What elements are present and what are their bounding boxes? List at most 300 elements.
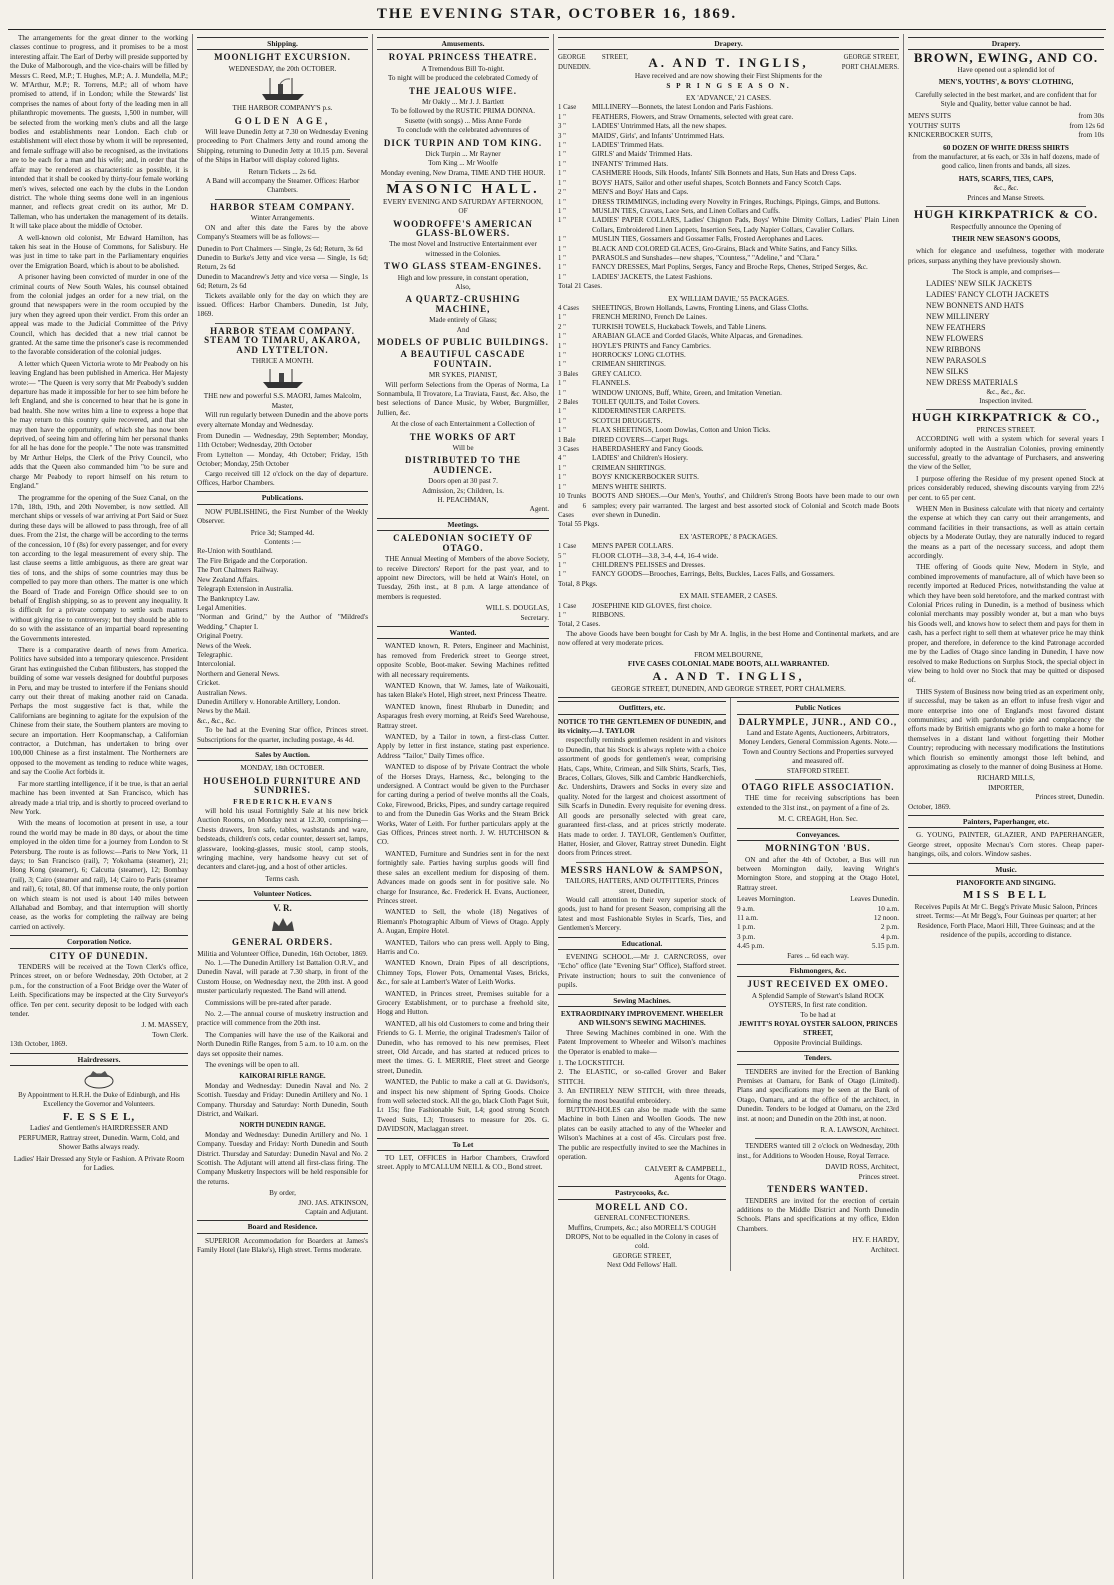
steamship-icon [258, 76, 308, 102]
signature: J. M. MASSEY, [141, 1021, 188, 1030]
item-description: CASHMERE Hoods, Silk Hoods, Infants' Silk Bonnets and Hats, Sun Hats and Dress Caps. [592, 169, 857, 178]
sales-heading: HOUSEHOLD FURNITURE AND SUNDRIES. [203, 775, 362, 796]
signature-address: Princes street, Dunedin. [1035, 793, 1104, 802]
contents-item: Re-Union with Southland. [197, 547, 273, 556]
excursion-heading: MOONLIGHT EXCURSION. [214, 52, 351, 63]
outfit-heading: NOTICE TO THE GENTLEMEN OF DUNEDIN, and its vicinity.—J. TAYLOR [558, 717, 726, 736]
stock-item: NEW DRESS MATERIALS [926, 377, 1018, 387]
shipment-item [558, 426, 899, 435]
range-body: Monday and Wednesday: Dunedin Naval and No. 2 Scottish. Tuesday and Friday: Dunedin Artillery and No. 1 Company. Thursday and Saturday: North Dunedin, South District, and Waikari. [197, 1081, 368, 1118]
item-quantity: 1 " [558, 151, 566, 159]
painter-body: G. YOUNG, PAINTER, GLAZIER, AND PAPERHANGER, George street, opposite Mecnau's Corn stores. Cheap paper-hangings, oils, and colors. Window sashes. [908, 831, 1104, 859]
sewing-item: 1. The LOCKSTITCH. [558, 1059, 625, 1068]
shipment-item [558, 436, 899, 445]
contents-item: Legal Amenities. [197, 603, 247, 612]
item-description: TURKISH TOWELS, Huckaback Towels, and Table Linens. [592, 322, 767, 331]
mills-paragraphs [908, 435, 1104, 772]
kirkpatrick-items [908, 278, 1104, 388]
section-heading: Board and Residence. [197, 1220, 368, 1233]
timetable [737, 905, 899, 952]
mills-date: October, 1869. [908, 802, 951, 811]
sewing-heading: EXTRAORDINARY IMPROVEMENT. WHEELER AND WILSON'S SEWING MACHINES. [560, 1010, 724, 1028]
masonic-line: Also, [455, 282, 471, 291]
masonic-line: EVERY EVENING AND SATURDAY AFTERNOON, [383, 197, 543, 206]
kirkpatrick-season: THEIR NEW SEASON'S GOODS, [951, 234, 1061, 243]
item-description: MEN'S WHITE SHIRTS. [592, 482, 667, 491]
item-quantity: 1 Case [558, 543, 577, 551]
range-heading: NORTH DUNEDIN RANGE. [239, 1122, 326, 1130]
brown-heading: BROWN, EWING, AND CO. [913, 50, 1099, 66]
vr-mark: V. R. [273, 902, 292, 913]
wanted-ad: WANTED, Furniture and Sundries sent in for the next fortnightly sale. Parties having surplus goods will find these sales an excellent medium for disposing of them. Advances made on goods sent in for positive sale. No charge for Insurance, &c. Frederick H. Evans, Auctioneer, Princes street. [377, 849, 549, 905]
brown-etc: &c., &c. [993, 184, 1019, 193]
item-quantity: 10 Trunks and 6 Cases [558, 493, 586, 519]
masonic-item: A BEAUTIFUL CASCADE FOUNTAIN. [400, 349, 526, 369]
timaru-heading: HARBOR STEAM COMPANY. STEAM TO TIMARU, AKAROA, AND LYTTELTON. [204, 325, 361, 355]
item-quantity: 1 " [558, 333, 566, 341]
shipment-item [558, 169, 899, 178]
item-description: KIDDERMINSTER CARPETS. [592, 407, 686, 416]
timetable-row-cell: 4.45 p.m. [737, 942, 765, 951]
column-1 [10, 34, 188, 1579]
timetable-row [737, 923, 899, 932]
item-quantity: 5 " [558, 552, 566, 560]
auctioneer-name: F R E D E R I C K H. E V A N S [233, 797, 332, 806]
timetable-row [737, 942, 899, 951]
section-heading: Educational. [558, 937, 726, 950]
timetable-row-cell: 12 noon. [873, 913, 899, 922]
harbor-heading: HARBOR STEAM COMPANY. [210, 201, 355, 212]
kirkpatrick-stock: The Stock is ample, and comprises— [952, 268, 1060, 277]
sub-column-left [558, 698, 731, 1270]
shipment-item [558, 370, 899, 379]
signature-title: Architect. [870, 1245, 899, 1254]
shipment-item [558, 141, 899, 150]
masonic-line: And [456, 325, 470, 334]
item-description: WINDOW UNIONS, Buff, White, Green, and Imitation Venetian. [592, 388, 782, 397]
tender-heading: TENDERS WANTED. [767, 1184, 869, 1195]
column-rule [192, 34, 193, 1579]
stock-item: NEW SILKS [926, 366, 969, 376]
shipment-item [558, 398, 899, 407]
stock-item: LADIES' NEW SILK JACKETS [926, 278, 1032, 288]
item-description: HOYLE'S PRINTS and Fancy Cambrics. [592, 341, 711, 350]
contents-item: Telegraph Extension in Australia. [197, 585, 294, 594]
item-description: PARASOLS and Sunshades—new shapes, "Countess," "Adeline," and "Clara." [592, 253, 820, 262]
suit-row-cell: MEN'S SUITS [908, 112, 952, 121]
cast-line: Tom King ... Mr Woolfe [428, 159, 498, 168]
excursion-fare: Return Tickets ... 2s 6d. [248, 167, 317, 176]
timetable-header: Leaves Dunedin. [850, 895, 899, 904]
theatre-line: Monday evening, New Drama, TIME AND THE HOUR. [380, 168, 546, 177]
kirkpatrick-invite: Inspection invited. [979, 396, 1033, 405]
wanted-ad: WANTED to dispose of by Private Contract the whole of the Horses Drays, Harness, &c., belonging to the undersigned. A Contract would be given to the Purchaser for carting during a period of twelve months all the Coals, Coke, Firewood, Bricks, Pipes, and sundry cartage required to and from the Dunedin Gas Works and the Steam Brick Works, Water of Leith. For further particulars apply at the Gas Offices, Princes street north. J. W. HUTCHISON & CO. [377, 763, 549, 847]
theatre-line: To be followed by the RUSTIC PRIMA DONNA. [390, 107, 536, 116]
shipment-heading: EX 'WILLIAM DAVIE,' 55 PACKAGES. [668, 294, 789, 303]
item-description: HORROCKS' LONG CLOTHS. [592, 351, 686, 359]
column-rule [372, 34, 373, 1579]
timaru-ship: THE new and powerful S.S. MAORI, James Malcolm, Master, [203, 392, 362, 410]
shipment-heading: EX 'ADVANCE,' 21 CASES. [686, 94, 771, 103]
shipment-list [558, 602, 899, 621]
shipment-item [558, 113, 899, 122]
timetable-row [737, 905, 899, 914]
masonic-line: Made entirely of Glass; [429, 316, 497, 325]
pastry-sub: GENERAL CONFECTIONERS. [594, 1214, 690, 1223]
item-quantity: 1 " [558, 245, 566, 253]
section-heading: Painters, Paperhanger, etc. [908, 815, 1104, 828]
bus-heading: MORNINGTON 'BUS. [765, 843, 871, 854]
contents-item: Cricket. [197, 679, 220, 688]
bus-fares: Fares ... 6d each way. [787, 951, 849, 960]
item-quantity: 1 " [558, 217, 566, 225]
wanted-ad: WANTED, the Public to make a call at G. Davidson's, and inspect his new shipment of Spring Goods. Choice from well selected stock. All the go, black Cloth Paget Suit, Lt 15s; fine Fashionable Suit, L4; good strong Scotch Tweed Suits, L3; Trousers to measure for 20s. G. DAVIDSON, Maclaggan street. [377, 1078, 549, 1134]
inglis-name: A. AND T. INGLIS, [648, 55, 809, 71]
item-quantity: 2 " [558, 323, 566, 331]
shipment-item [558, 150, 899, 159]
publication-footer: To be had at the Evening Star office, Princes street. Subscriptions for the quarter, including postage, 4s 4d. [197, 726, 368, 744]
section-heading: Drapery. [908, 37, 1104, 50]
timaru-subheading: THRICE A MONTH. [251, 356, 314, 365]
harbor-fares [197, 245, 368, 292]
contents-item: New Zealand Affairs. [197, 575, 259, 584]
brown-hats: HATS, SCARFS, TIES, CAPS, [958, 174, 1054, 183]
shipment-item [558, 342, 899, 351]
shipment-item [558, 122, 899, 131]
contents-item: The Bankruptcy Law. [197, 594, 260, 603]
shipment-item [558, 313, 899, 322]
contents-item: Australian News. [197, 688, 247, 697]
section-heading: Public Notices [737, 701, 899, 714]
inglis-address-left: GEORGE STREET, DUNEDIN. [558, 54, 628, 71]
shipment-item [558, 561, 899, 570]
signature: DAVID ROSS, Architect, [825, 1163, 899, 1172]
item-description: MUSLIN TIES, Gossamers and Gossamer Falls, Frosted Aerophanes and Laces. [592, 235, 824, 244]
timetable-header: Leaves Mornington. [737, 895, 796, 904]
item-description: LADIES' Trimmed Hats. [592, 141, 664, 150]
item-quantity: 1 Case [558, 602, 577, 610]
hairdresser-body: Ladies' and Gentlemen's HAIRDRESSER AND PERFUMER, Rattray street, Dunedin. Warm, Cold, and Shower Baths always ready. [18, 1124, 180, 1152]
excursion-band: A Band will accompany the Steamer. Offices: Harbor Chambers. [205, 177, 360, 195]
fare-line: Dunedin to Port Chalmers — Single, 2s 6d; Return, 3s 6d [197, 244, 363, 253]
brown-body: Carefully selected in the best market, and are confident that for Style and Quality, better value cannot be had. [915, 90, 1097, 109]
harbor-footer: Tickets available only for the day on which they are issued. Offices: Harbor Chambers. Dunedin, 1st July, 1869. [197, 291, 368, 319]
tender-body: TENDERS are invited for the Erection of Banking Premises at Oamaru, for Bank of Otago (Limited). Plans and specifications may be seen at the Bank of Otago, Oamaru, and at the office of the architect, in Dunedin. Tenders to be lodged at Oamaru, on the 23rd inst. at noon; and Dunedin on the 20th inst, at noon. [737, 1067, 899, 1123]
item-quantity: 1 " [558, 380, 566, 388]
shipment-item [558, 379, 899, 388]
column-rule [903, 34, 904, 1579]
masonic-line: High and low pressure, in constant operation, [397, 273, 529, 282]
section-heading: To Let [377, 1138, 549, 1151]
section-heading: Conveyances. [737, 828, 899, 841]
masonic-heading: MASONIC HALL. [386, 182, 540, 198]
masonic-item: DISTRIBUTED TO THE AUDIENCE. [404, 455, 522, 475]
contents-item: Dunedin Artillery v. Honorable Artillery, London. [197, 697, 341, 706]
shipment-item [558, 323, 899, 332]
item-quantity: 1 " [558, 352, 566, 359]
outfit-body: respectfully reminds gentlemen resident in and visitors to Dunedin, that his Stock is always replete with a choice assortment of goods for gentlemen's wear, comprising Hats, Caps, White, Crimean, and Silk Shirts, Scarfs, Ties, Braces, Collars, Gloves, Silk and Cambric Handkerchiefs, &c. Undershirts, Drawers and Socks in every size and quality. Noted for the largest and choicest assortment of Silk Scarfs in Dunedin. Every requisite for evening dress. All goods are personally selected with great care, guaranteed first-class, and at prices strictly moderate. Hats made to order. J. TAYLOR, Gentlemen's Outfitter, Hatter, Hosier, and Glover, Rattray street Dunedin. Eight doors from Princes street. [558, 736, 726, 858]
item-quantity: 2 Bales [558, 399, 579, 407]
shipment-item [558, 235, 899, 244]
contents-item: Northern and General News. [197, 669, 280, 678]
wanted-ad: WANTED Known, Drain Pipes of all descriptions, Chimney Tops, Flower Pots, Ornamental Vases, Bricks, &c., for sale at Lambert's Water of Leith Works. [377, 959, 549, 987]
signature-title: Secretary. [520, 613, 549, 622]
item-quantity: 1 " [558, 389, 566, 397]
section-heading: Drapery. [558, 37, 899, 50]
news-paragraph: Far more startling intelligence, if it be true, is that an aerial machine has been invented at San Francisco, which has already made a trial trip, and is shortly to proceed overland to New York. [10, 779, 188, 816]
timetable-row-cell: 2 p.m. [880, 923, 899, 932]
item-description: CRIMEAN SHIRTINGS. [592, 463, 666, 472]
outfit-sub: TAILORS, HATTERS, AND OUTFITTERS, Princes street, Dunedin, [565, 877, 719, 895]
pastry-body: Muffins, Crumpets, &c.; also MORELL'S COUGH DROPS, Not to be equalled in the Colony in cases of cold. [565, 1223, 719, 1251]
hairdresser-name: F. E S S E L, [62, 1110, 136, 1123]
pastry-address: GEORGE STREET, [612, 1251, 672, 1260]
orders-paragraph: No. 2.—The annual course of musketry instruction and practice will commence from the 20th inst. [197, 1009, 368, 1028]
sewing-footer: BUTTON-HOLES can also be made with the same Machine in both Linen and Woollen Goods. The new plates can be easily attached to any of the Wheeler and Wilson's Machines at a cost of 45s. Circulars post free. The public are respectfully invited to see the Machines in operation. [558, 1106, 726, 1162]
pastry-address: Next Odd Fellows' Hall. [607, 1261, 677, 1270]
item-description: MUSLIN TIES, Cravats, Lace Sets, and Linen Collars and Cuffs. [592, 206, 780, 215]
suit-row-cell: YOUTHS' SUITS [908, 121, 961, 130]
item-description: RIBBONS. [592, 610, 625, 619]
item-description: LADIES' Untrimmed Hats, all the new shapes. [592, 122, 727, 131]
item-quantity: 1 " [558, 179, 566, 187]
shipment-item [558, 389, 899, 398]
item-description: TOILET QUILTS, and Toilet Covers. [592, 398, 700, 407]
shipment-item [558, 160, 899, 169]
item-quantity: 3 " [558, 123, 566, 131]
section-heading: Tenders. [737, 1051, 899, 1064]
section-heading: Volunteer Notices. [197, 887, 368, 900]
section-heading: Amusements. [377, 37, 549, 50]
news-paragraphs [10, 34, 188, 932]
shipment-item [558, 492, 899, 520]
brown-line: MEN'S, YOUTHS', & BOYS' CLOTHING, [938, 78, 1074, 87]
column-2 [197, 34, 368, 1579]
news-paragraph: A well-known old colonist, Mr Edward Hamilton, has taken his seat in the House of Commons, for Salisbury. He was just in time to take part in the Parliamentary enquiries over the Emigration Board, which is about to be abolished. [10, 233, 188, 270]
shipment-item [558, 273, 899, 282]
item-description: FLAX SHEETINGS, Loom Dowlas, Cotton and Union Ticks. [592, 426, 771, 435]
inglis-colonial: FIVE CASES COLONIAL MADE BOOTS, ALL WARRANTED. [627, 660, 830, 668]
suit-row [908, 122, 1104, 131]
timetable-row-cell: 1 p.m. [737, 923, 756, 932]
fish-line: Opposite Provincial Buildings. [773, 1038, 863, 1047]
wanted-list [377, 642, 549, 1134]
item-description: DRESS TRIMMINGS, including every Novelty in Fringes, Ruchings, Pipings, Gimps, and Buttons. [592, 197, 880, 206]
item-quantity: 1 " [558, 236, 566, 244]
theatre-heading: ROYAL PRINCESS THEATRE. [388, 52, 538, 63]
contents-item: News of the Week. [197, 641, 252, 650]
wanted-ad: WANTED, all his old Customers to come and bring their Friends to G. I. Merrie, the original Tradesmen's Tailor of Dunedin, who has removed to his new premises, Fleet street, Old Arcade, and has started at reduced prices to meet the times. G. I. MERRIE, Fleet street and George street, Dunedin. [377, 1019, 549, 1075]
shipment-item [558, 417, 899, 426]
item-quantity: 1 " [558, 342, 566, 350]
fish-heading: JUST RECEIVED EX OMEO. [747, 979, 889, 990]
contents-item: Intercolonial. [197, 660, 236, 669]
brown-intro: Have opened out a splendid lot of [957, 65, 1055, 74]
shipment-item [558, 570, 899, 579]
divider [215, 323, 350, 324]
shipment-total: Total 21 Cases. [558, 282, 603, 291]
notice-body: TENDERS will be received at the Town Clerk's office, Princes street, on or before Wednesday, 20th October, at 2 p.m., for the construction of a Foot Bridge over the Water of Leith. Specifications may be inspected at the City Surveyor's office. Ten per cent. security deposit to be lodged with each tender. [10, 963, 188, 1019]
shipment-item [558, 542, 899, 551]
shipment-item [558, 216, 899, 235]
item-description: JOSEPHINE KID GLOVES, first choice. [592, 601, 712, 610]
shipment-item [558, 103, 899, 112]
section-heading: Wanted. [377, 626, 549, 639]
item-quantity: 1 " [558, 160, 566, 168]
item-quantity: 1 " [558, 427, 566, 435]
shipment-item [558, 464, 899, 473]
play-title: THE JEALOUS WIFE. [408, 85, 518, 96]
item-quantity: 1 " [558, 113, 566, 121]
music-heading: PIANOFORTE AND SINGING. [956, 879, 1056, 888]
crown-crest-icon [268, 915, 298, 935]
shipment-item [558, 407, 899, 416]
stock-item: NEW FEATHERS [926, 322, 986, 332]
tender-body: TENDERS wanted till 2 o'clock on Wednesday, 20th inst., for Additions to Wooden House, Royal Terrace. [737, 1142, 899, 1160]
inglis-from: FROM MELBOURNE, [694, 650, 763, 659]
item-description: SCOTCH DRUGGETS. [592, 416, 663, 425]
item-description: FEATHERS, Flowers, and Straw Ornaments, selected with great care. [592, 112, 794, 121]
suit-row-cell: from 10s [1078, 131, 1104, 140]
signature: WILL S. DOUGLAS, [485, 604, 549, 613]
shipment-item [558, 602, 899, 611]
item-quantity: 1 Case [558, 104, 577, 112]
sailing-date: From Lyttelton — Monday, 4th October; Friday, 15th October; Monday, 25th October [197, 450, 368, 469]
sewing-item: 2. The ELASTIC, or so-called Grover and Baker STITCH. [558, 1068, 726, 1086]
section-heading: Music. [908, 863, 1104, 876]
mills-paragraph: ACCORDING well with a system which for several years I uniformly adopted in the Australian Colonies, proving eminently successful, greatly to the advantage of Purchasers, and answering the view of the Seller, [908, 435, 1104, 472]
orders-paragraph: No. 1.—The Dunedin Artillery 1st Battalion O.R.V., and Dunedin Naval, will parade at 7.30 sharp, in front of the Custom House, on Wednesday next, the 20th inst. A good muster particularly requested. The Band will attend. [197, 958, 368, 996]
item-quantity: 1 " [558, 264, 566, 272]
excursion-date: WEDNESDAY, the 20th OCTOBER. [228, 64, 337, 73]
contents-item: Telegraphic. [197, 650, 233, 659]
shipment-total: Total, 8 Pkgs. [558, 579, 598, 588]
item-description: GREY CALICO. [592, 369, 642, 378]
contents-item: "Norman and Grind," by the Author of "Mildred's Wedding." Chapter I. [197, 613, 368, 631]
stock-item: NEW MILLINERY [926, 311, 990, 321]
bus-body: ON and after the 4th of October, a Bus will run between Mornington daily, leaving Wright's Mornington Store, and stopping at the Otago Hotel, Rattray street. [737, 855, 899, 892]
contents-item: &c., &c., &c. [197, 716, 236, 725]
sales-date: MONDAY, 18th OCTOBER. [240, 764, 325, 773]
steamship-icon [260, 368, 306, 390]
signature: R. A. LAWSON, Architect. [820, 1126, 899, 1135]
shipment-item [558, 245, 899, 254]
item-quantity: 1 " [558, 417, 566, 425]
signature: HY. F. HARDY, [852, 1236, 899, 1245]
sub-column-right [737, 698, 899, 1270]
item-quantity: 1 " [558, 207, 566, 215]
shipment-item [558, 332, 899, 341]
publication-contents-title: Contents :— [264, 538, 301, 547]
divider [576, 862, 708, 863]
signature-title: Agent. [529, 505, 549, 514]
notice-date: 13th October, 1869. [10, 1040, 68, 1049]
publication-contents [197, 547, 368, 726]
item-quantity: 3 " [558, 132, 566, 140]
signature-title: Captain and Adjutant. [305, 1208, 368, 1217]
inglis-address: GEORGE STREET, DUNEDIN, AND GEORGE STREET, PORT CHALMERS. [611, 684, 846, 693]
stock-item: NEW PARASOLS [926, 355, 987, 365]
shipment-total: Total, 2 Cases. [558, 620, 601, 629]
timaru-footer: Cargo received till 12 o'clock on the day of departure. Offices, Harbor Chambers. [197, 469, 368, 488]
publication-price: Price 3d; Stamped 4d. [250, 528, 315, 537]
sewing-body: Three Sewing Machines combined in one. With the Patent Improvement to Wheeler and Wilson's machines the Operator is enabled to make— [558, 1028, 726, 1056]
section-heading: Sales by Auction. [197, 748, 368, 761]
stock-item: LADIES' FANCY CLOTH JACKETS [926, 289, 1049, 299]
item-description: BLACK AND COLORED GLACES, Gro-Grains, Black and White Satins, and Fancy Silks. [592, 244, 858, 253]
orders-body [197, 959, 368, 1070]
shipment-item [558, 360, 899, 369]
orders-paragraph: The Companies will have the use of the Kaikorai and North Dunedin Rifle Ranges, from 5 a.m. to 10 a.m. on the days set opposite their names. [197, 1030, 368, 1058]
music-name: MISS BELL [963, 889, 1049, 902]
shipment-item [558, 483, 899, 492]
brown-shirts: 60 DOZEN OF WHITE DRESS SHIRTS [943, 143, 1069, 152]
orders-paragraph: The evenings will be open to all. [205, 1060, 300, 1069]
appointment-line: By Appointment to H.R.H. the Duke of Edinburgh, and His Excellency the Governor and Volunteers. [18, 1092, 180, 1109]
outfit-body: Would call attention to their very superior stock of goods, just to hand for present Season, comprising all the latest and most Fashionable Styles in Scarfs, Ties, and Gentlemen's Mercery. [558, 895, 726, 933]
play-title: DICK TURPIN AND TOM KING. [383, 137, 543, 148]
section-heading: Fishmongers, &c. [737, 964, 899, 977]
pastry-heading: MORELL AND CO. [595, 1201, 689, 1212]
signature-title: Princes street. [858, 1172, 899, 1181]
shipment-item [558, 473, 899, 482]
orders-paragraph: Commissions will be pre-rated after parade. [205, 998, 332, 1007]
wanted-ad: WANTED Known, that W. James, late of Waikouaiti, has taken Blake's Hotel, High street, next Princess Theatre. [377, 681, 549, 700]
item-quantity: 4 Cases [558, 304, 579, 312]
item-description: SHEETINGS, Brown Hollands, Lawns, Fronting Linens, and Glass Cloths. [592, 303, 809, 312]
masonic-line: Will be [452, 444, 474, 453]
item-quantity: 1 " [558, 464, 566, 472]
sewing-item: 3. An ENTIRELY NEW STITCH, with three threads, forming the most beautiful embroidery. [558, 1087, 726, 1105]
fare-line: Dunedin to Burke's Jetty and vice versa — Single, 1s 6d; Return, 2s 6d [197, 253, 368, 272]
item-description: FLANNELS. [592, 379, 631, 388]
masthead: THE EVENING STAR, OCTOBER 16, 1869. [376, 6, 738, 22]
masonic-pianist: MR SYKES, PIANIST, [428, 371, 498, 380]
shipment-item [558, 351, 899, 360]
notice-body: Land and Estate Agents, Auctioneers, Arbitrators, Money Lenders, General Commission Agents. Note.—Town and Country Sections and Properties surveyed and measured off. [738, 729, 898, 766]
contents-item: The Fire Brigade and the Corporation. [197, 556, 308, 565]
shipment-total: Total 55 Pkgs. [558, 520, 600, 529]
signature: M. C. CREAGH, Hon. Sec. [778, 815, 858, 824]
contents-item: The Port Chalmers Railway. [197, 566, 279, 575]
orders-office: Militia and Volunteer Office, Dunedin, 16th October, 1869. [197, 949, 368, 958]
cast-line: Dick Turpin ... Mr Rayner [425, 150, 501, 159]
shipment-item [558, 132, 899, 141]
excursion-company: THE HARBOR COMPANY'S p.s. [232, 104, 333, 113]
column-rule [553, 34, 554, 1579]
fish-address: JEWITT'S ROYAL OYSTER SALOON, PRINCES STREET, [738, 1020, 898, 1038]
kirkpatrick-etc: &c., &c., &c. [986, 387, 1026, 396]
item-description: GIRLS' and Maids' Trimmed Hats. [592, 150, 693, 159]
item-description: ARABIAN GLACE and Corded Glacés, White Alpacas, and Grenadines. [592, 332, 803, 341]
suit-row [908, 131, 1104, 140]
harbor-body: ON and after this date the Fares by the above Company's Steamers will be as follows:— [197, 223, 368, 242]
theatre-line: To conclude with the celebrated adventures of [396, 126, 530, 135]
item-description: MEN'S and Boys' Hats and Caps. [592, 188, 689, 197]
sailing-date: From Dunedin — Wednesday, 29th September; Monday, 11th October; Wednesday, 20th October [197, 432, 368, 450]
item-description: FLOOR CLOTH—3.8, 3-4, 4-4, 16-4 wide. [592, 551, 719, 560]
masonic-item: THE WORKS OF ART [409, 431, 517, 442]
shipment-item [558, 179, 899, 188]
board-body: SUPERIOR Accommodation for Boarders at James's Family Hotel (late Blake's), High street. Terms moderate. [197, 1236, 368, 1255]
item-description: MILLINERY—Bonnets, the latest London and Paris Fashions. [592, 103, 773, 112]
section-heading: Sewing Machines. [558, 994, 726, 1007]
item-quantity: 1 " [558, 198, 566, 206]
wanted-ad: WANTED, in Princes street, Premises suitable for a Grocery Establishment, or to purchase a freehold site, Hogg and Hutton. [377, 989, 549, 1017]
suit-row [908, 112, 1104, 121]
stock-item: NEW FLOWERS [926, 333, 984, 343]
item-quantity: 1 " [558, 254, 566, 262]
